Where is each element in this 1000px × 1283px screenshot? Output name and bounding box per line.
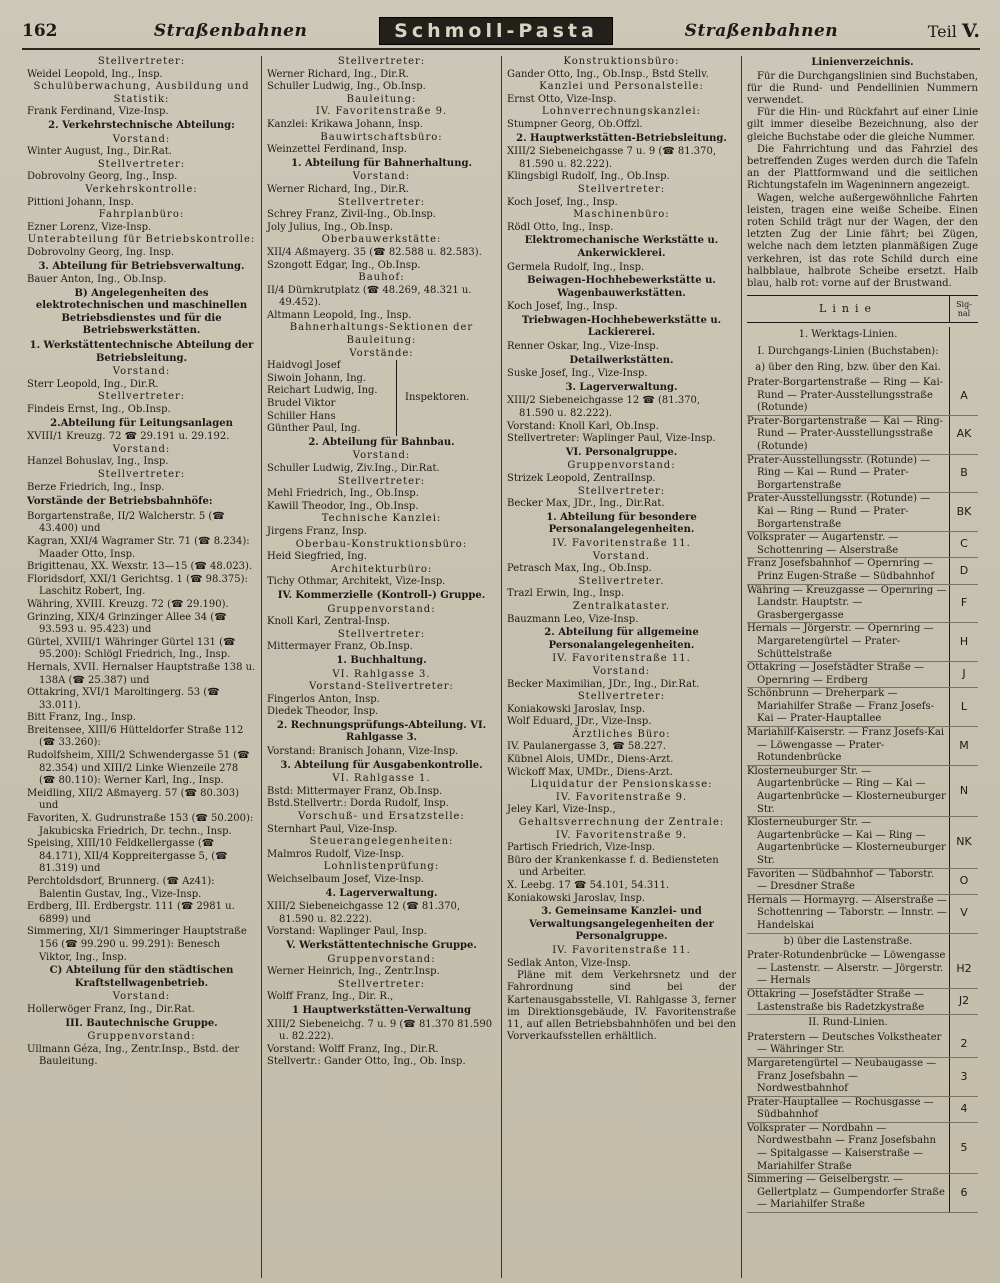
section-heading: IV. Kommerzielle (Kontroll-) Gruppe. xyxy=(277,589,486,601)
sub-heading: Ärztliches Büro: xyxy=(572,728,671,740)
section-heading: 3. Lagerverwaltung. xyxy=(565,381,678,393)
entry: Tichy Othmar, Architekt, Vize-Insp. xyxy=(267,576,446,588)
entry: Werner Heinrich, Ing., Zentr.Insp. xyxy=(267,966,440,978)
entry: Szongott Edgar, Ing., Ob.Insp. xyxy=(267,259,421,271)
inspector-name: Günther Paul, Ing. xyxy=(267,423,361,435)
entry: Diedek Theodor, Insp. xyxy=(267,706,379,718)
section-heading: 1. Abteilung für besondere Personalangelegenheiten. xyxy=(546,511,697,536)
sub-heading: Stellvertreter: xyxy=(577,485,666,497)
sub-heading: Kanzlei und Personalstelle: xyxy=(539,81,704,93)
sub-heading: Bauhof: xyxy=(358,272,405,284)
entry: Favoriten, X. Gudrunstraße 153 (☎ 50.200): Jakubicska Friedrich, Dr. techn., Insp. xyxy=(27,813,254,837)
line-group-heading: 1. Werktags-Linien. xyxy=(747,327,950,344)
entry: Borgartenstraße, II/2 Walcherstr. 5 (☎ 43.400) und xyxy=(27,510,225,535)
line-signal: C xyxy=(949,532,978,557)
entry: Becker Max, JDr., Ing., Dir.Rat. xyxy=(507,498,665,510)
entry: IV. Paulanergasse 3, ☎ 58.227. xyxy=(507,741,667,753)
sub-heading: Stellvertreter: xyxy=(97,56,186,67)
bracket-names xyxy=(267,360,397,436)
entry: Koniakowski Jaroslav, Insp. xyxy=(507,703,646,715)
entry: XIII/2 Siebeneichgasse 7 u. 9 (☎ 81.370, 81.590 u. 82.222). xyxy=(507,146,717,170)
section-heading: Detailwerkstätten. xyxy=(569,354,674,366)
line-signal: 4 xyxy=(949,1097,978,1122)
section-heading: 2. Rechnungsprüfungs-Abteilung. VI. Rahlgasse 3. xyxy=(276,719,487,744)
entry: Bauer Anton, Ing., Ob.Insp. xyxy=(27,274,167,286)
line-row xyxy=(747,377,978,416)
entry: Sternhart Paul, Vize-Insp. xyxy=(267,823,398,835)
line-group-heading: b) über die Lastenstraße. xyxy=(747,934,950,951)
sub-heading: Liquidatur der Pensionskasse: xyxy=(530,779,713,791)
inspector-name: Schiller Hans xyxy=(267,410,336,422)
advert-banner: Schmoll-Pasta xyxy=(379,17,613,45)
entry: Meidling, XII/2 Aßmayerg. 57 (☎ 80.303) und xyxy=(27,787,240,812)
entry: Hernals, XVII. Hernalser Hauptstraße 138 u. 138A (☎ 25.387) und xyxy=(27,661,256,686)
entry: Rödl Otto, Ing., Insp. xyxy=(507,221,614,233)
sub-heading: Stellvertreter: xyxy=(577,183,666,195)
entry: Klingsbigl Rudolf, Ing., Ob.Insp. xyxy=(507,171,670,183)
sub-heading: Technische Kanzlei: xyxy=(321,513,442,525)
entry: Sedlak Anton, Vize-Insp. xyxy=(507,957,631,969)
line-route: Ottakring — Josefstädter Straße — Opernring — Erdberg xyxy=(747,662,925,686)
entry: Wickoff Max, UMDr., Diens-Arzt. xyxy=(507,766,673,778)
entry: Gürtel, XVIII/1 Währinger Gürtel 131 (☎ 95.200): Schlögl Friedrich, Ing., Insp. xyxy=(27,636,236,661)
entry: Stellvertr.: Gander Otto, Ing., Ob. Insp. xyxy=(267,1056,466,1068)
entry: Weidel Leopold, Ing., Insp. xyxy=(27,68,163,80)
entry: Altmann Leopold, Ing., Insp. xyxy=(267,309,412,321)
line-signal: H2 xyxy=(949,950,978,988)
section-heading: 2. Verkehrstechnische Abteilung: xyxy=(48,119,235,131)
entry: X. Leebg. 17 ☎ 54.101, 54.311. xyxy=(507,880,670,891)
entry: Joly Julius, Ing., Ob.Insp. xyxy=(267,221,394,233)
entry: Strizek Leopold, ZentralInsp. xyxy=(507,473,656,484)
line-row xyxy=(747,585,978,624)
line-signal: L xyxy=(949,688,978,726)
line-directory-title: Linienverzeichnis. xyxy=(811,57,914,68)
entry: Rudolfsheim, XIII/2 Schwendergasse 51 (☎ 82.354) und XIII/2 Linke Wienzeile 278 (☎ 80.110): Werner Karl, Ing., Insp. xyxy=(27,750,250,787)
line-signal: 6 xyxy=(949,1174,978,1212)
entry: Suske Josef, Ing., Vize-Insp. xyxy=(507,368,648,380)
entry: Werner Richard, Ing., Dir.R. xyxy=(267,183,409,195)
line-signal: NK xyxy=(949,817,978,867)
entry: Weichselbaum Josef, Vize-Insp. xyxy=(267,874,425,885)
line-signal: 5 xyxy=(949,1123,978,1173)
sub-heading: Oberbau-Konstruktionsbüro: xyxy=(295,538,468,550)
line-row xyxy=(747,1097,978,1123)
entry: Mehl Friedrich, Ing., Ob.Insp. xyxy=(267,488,419,500)
entry: Schuller Ludwig, Ing., Ob.Insp. xyxy=(267,81,426,93)
line-signal: D xyxy=(949,558,978,583)
entry: Koch Josef, Ing., Insp. xyxy=(507,301,618,313)
entry: Bauzmann Leo, Vize-Insp. xyxy=(507,613,639,625)
sub-heading: Gruppenvorstand: xyxy=(327,603,436,615)
entry: Ottakring, XVI/1 Maroltingerg. 53 (☎ 33.011). xyxy=(27,687,220,711)
section-heading: Elektromechanische Werkstätte u. Ankerwicklerei. xyxy=(524,235,719,259)
address-line: IV. Favoritenstraße 9. xyxy=(315,106,448,118)
entry: Simmering, XI/1 Simmeringer Hauptstraße 156 (☎ 99.290 u. 99.291): Benesch Viktor, Ing., Insp. xyxy=(27,926,247,963)
intro-paragraph: Die Fahrrichtung und das Fahrziel des betreffenden Zuges werden durch die Tafeln an der Plattformwand und die seitlichen Richtungstafeln im Wageninnern angezeigt. xyxy=(747,143,978,192)
entry: Hanzel Bohuslav, Ing., Insp. xyxy=(27,456,169,468)
entry: XVIII/1 Kreuzg. 72 ☎ 29.191 u. 29.192. xyxy=(27,431,230,443)
entry: Jirgens Franz, Insp. xyxy=(267,525,367,537)
line-route: Simmering — Geiselbergstr. — Gellertplatz — Gumpendorfer Straße — Mariahilfer Straße xyxy=(747,1174,945,1211)
sub-heading: Bauleitung: xyxy=(346,93,417,105)
sub-heading: Stellvertreter: xyxy=(337,978,426,990)
line-directory-intro xyxy=(747,71,978,291)
line-route: Favoriten — Südbahnhof — Taborstr. — Dresdner Straße xyxy=(747,868,935,893)
entry: Büro der Krankenkasse f. d. Bediensteten und Arbeiter. xyxy=(507,854,719,879)
entry: Werner Richard, Ing., Dir.R. xyxy=(267,68,409,80)
inspector-name: Brudel Viktor xyxy=(267,398,336,410)
column-2 xyxy=(262,56,502,1278)
entry: Winter August, Ing., Dir.Rat. xyxy=(27,146,172,158)
section-heading: Triebwagen-Hochhebewerkstätte u. Lackiererei. xyxy=(521,314,722,339)
line-signal: J2 xyxy=(949,989,978,1014)
entry: Kagran, XXI/4 Wagramer Str. 71 (☎ 8.234): Maader Otto, Insp. xyxy=(27,535,250,560)
sub-heading: Fahrplanbüro: xyxy=(98,209,185,221)
address-line: IV. Favoritenstraße 11. xyxy=(552,537,691,549)
entry: Breitensee, XIII/6 Hütteldorfer Straße 112 (☎ 33.260): xyxy=(27,724,244,749)
entry: Gander Otto, Ing., Ob.Insp., Bstd Stellv. xyxy=(507,68,709,80)
section-heading: 2.Abteilung für Leitungsanlagen xyxy=(50,417,233,429)
section-heading: V. Werkstättentechnische Gruppe. xyxy=(286,939,477,951)
entry: Ullmann Géza, Ing., Zentr.Insp., Bstd. der Bauleitung. xyxy=(27,1043,240,1068)
entry: XII/4 Aßmayerg. 35 (☎ 82.588 u. 82.583). xyxy=(267,246,482,258)
line-row xyxy=(747,416,978,455)
page-number: 162 xyxy=(22,21,58,41)
sub-heading: Gruppenvorstand: xyxy=(87,1031,196,1043)
sub-heading: Konstruktionsbüro: xyxy=(563,56,680,67)
sub-heading: Vorstand: xyxy=(352,450,411,462)
entry: Stellvertreter: Waplinger Paul, Vize-Insp. xyxy=(507,433,716,445)
entry: Hollerwöger Franz, Ing., Dir.Rat. xyxy=(27,1003,195,1015)
line-row xyxy=(747,989,978,1015)
section-heading: 2. Abteilung für Bahnbau. xyxy=(308,436,455,448)
line-column-header: Linie xyxy=(819,301,877,315)
sub-heading: Stellvertreter. xyxy=(578,575,665,587)
line-route: Ottakring — Josefstädter Straße — Lastenstraße bis Radetzkystraße xyxy=(747,988,925,1013)
line-row xyxy=(747,727,978,766)
line-signal: F xyxy=(949,585,978,623)
entry: XIII/2 Siebeneichg. 7 u. 9 (☎ 81.370 81.590 u. 82.222). xyxy=(267,1018,493,1043)
line-signal: B xyxy=(949,455,978,493)
line-signal: J xyxy=(949,662,978,687)
inspector-name: Reichart Ludwig, Ing. xyxy=(267,385,378,397)
line-row xyxy=(747,869,978,895)
section-heading: VI. Personalgruppe. xyxy=(565,446,678,458)
section-title-left: Straßenbahnen xyxy=(153,21,308,41)
sub-heading: Vorstand: xyxy=(112,366,171,378)
page-header xyxy=(22,14,980,50)
entry: Kanzlei: Krikawa Johann, Insp. xyxy=(267,118,423,130)
line-row xyxy=(747,817,978,868)
line-signal: A xyxy=(949,377,978,415)
line-table xyxy=(747,327,978,1213)
line-signal: M xyxy=(949,727,978,765)
part-label xyxy=(910,20,980,42)
line-group-heading: a) über den Ring, bzw. über den Kai. xyxy=(747,360,950,377)
paragraph: Pläne mit dem Verkehrsnetz und der Fahrordnung sind bei der Kartenausgabsstelle, VI. Rahlgasse 3, ferner im Direktionsgebäude, IV. Favoritenstraße 11, auf allen Betriebsbahnhöfen und bei den Vorverkaufsstellen erhältlich. xyxy=(507,970,736,1043)
sub-heading: Stellvertreter: xyxy=(337,196,426,208)
entry: Dobrovolny Georg, Ing., Insp. xyxy=(27,171,178,183)
line-row xyxy=(747,1058,978,1097)
sub-heading: Schulüberwachung, Ausbildung und Statistik: xyxy=(33,81,250,105)
line-row xyxy=(747,662,978,688)
line-route: Franz Josefsbahnhof — Opernring — Prinz Eugen-Straße — Südbahnhof xyxy=(747,558,935,582)
sub-heading: Architekturbüro: xyxy=(330,563,433,575)
sub-heading: Vorschuß- und Ersatzstelle: xyxy=(298,811,465,823)
sub-heading: Oberbauwerkstätte: xyxy=(321,234,442,246)
entry: Schuller Ludwig, Ziv.Ing., Dir.Rat. xyxy=(267,463,440,474)
entry: Ernst Otto, Vize-Insp. xyxy=(507,93,617,105)
sub-heading: Gruppenvorstand: xyxy=(327,953,436,965)
line-row xyxy=(747,766,978,817)
column-4 xyxy=(742,56,980,1278)
section-heading: 2. Hauptwerkstätten-Betriebsleitung. xyxy=(516,132,727,144)
entry: Germela Rudolf, Ing., Insp. xyxy=(507,261,645,273)
sub-heading: Unterabteilung für Betriebskontrolle: xyxy=(27,234,256,246)
entry: II/4 Dürnkrutplatz (☎ 48.269, 48.321 u. 49.452). xyxy=(267,284,472,309)
address-line: VI. Rahlgasse 3. xyxy=(332,668,431,680)
part-number: V. xyxy=(961,20,980,42)
entry: Kübnel Alois, UMDr., Diens-Arzt. xyxy=(507,754,674,766)
line-route: Währing — Kreuzgasse — Opernring — Landstr. Hauptstr. — Grasbergergasse xyxy=(747,584,947,621)
line-route: Klosterneuburger Str. — Augartenbrücke — Ring — Kai — Augartenbrücke — Klosterneuburger Str. xyxy=(747,765,946,815)
entry: Fingerlos Anton, Insp. xyxy=(267,693,380,705)
line-row xyxy=(747,688,978,727)
section-heading: 3. Gemeinsame Kanzlei- und Verwaltungsangelegenheiten der Personalgruppe. xyxy=(529,906,714,943)
entry: Berze Friedrich, Ing., Insp. xyxy=(27,481,165,493)
line-row xyxy=(747,532,978,558)
line-group-heading: II. Rund-Linien. xyxy=(747,1015,950,1032)
sub-heading: Vorstand: xyxy=(112,991,171,1003)
sub-heading: Bahnerhaltungs-Sektionen der Bauleitung: xyxy=(289,322,474,347)
section-heading: 1. Abteilung für Bahnerhaltung. xyxy=(291,157,472,169)
line-signal: H xyxy=(949,623,978,661)
sub-heading: Stellvertreter: xyxy=(97,391,186,403)
section-heading: B) Angelegenheiten des elektrotechnischen und maschinellen Betriebsdienstes und für die Betriebswerkstätten. xyxy=(35,287,248,337)
bracket-label: Inspektoren. xyxy=(405,391,470,403)
address-line: VI. Rahlgasse 1. xyxy=(332,773,431,785)
line-row xyxy=(747,1174,978,1213)
entry: Pittioni Johann, Insp. xyxy=(27,196,134,208)
sub-heading: Verkehrskontrolle: xyxy=(85,183,198,195)
sub-heading: Lohnverrechnungskanzlei: xyxy=(542,106,701,118)
entry: Vorstand: Wolff Franz, Ing., Dir.R. xyxy=(267,1043,439,1055)
sub-heading: Vorstand: xyxy=(112,443,171,455)
entry: Malmros Rudolf, Vize-Insp. xyxy=(267,848,405,860)
signal-column-header: Sig-nal xyxy=(949,296,978,322)
intro-paragraph: Für die Hin- und Rückfahrt auf einer Linie gilt immer dieselbe Bezeichnung, also der gleiche Buchstabe oder die gleiche Nummer. xyxy=(747,107,978,143)
section-heading: III. Bautechnische Gruppe. xyxy=(65,1017,218,1029)
line-route: Prater-Borgartenstraße — Ring — Kai-Rund — Prater-Ausstellungsstraße (Rotunde) xyxy=(747,377,944,414)
line-route: Prater-Ausstellungsstr. (Rotunde) — Ring — Kai — Rund — Prater-Borgartenstraße xyxy=(747,454,931,491)
line-route: Mariahilf-Kaiserstr. — Franz Josefs-Kai — Löwengasse — Prater-Rotundenbrücke xyxy=(747,727,945,764)
sub-heading: Vorstand-Stellvertreter: xyxy=(309,681,454,693)
entry: Heid Siegfried, Ing. xyxy=(267,551,368,563)
entry: XIII/2 Siebeneichgasse 12 (☎ 81.370, 81.590 u. 82.222). xyxy=(267,901,461,925)
sub-heading: Zentralkataster. xyxy=(572,600,671,612)
line-row xyxy=(747,895,978,934)
section-title-right: Straßenbahnen xyxy=(684,21,839,41)
entry: Wolf Eduard, JDr., Vize-Insp. xyxy=(507,716,652,728)
line-signal: 3 xyxy=(949,1058,978,1096)
entry: Weinzettel Ferdinand, Insp. xyxy=(267,144,407,156)
line-route: Praterstern — Deutsches Volkstheater — Währinger Str. xyxy=(747,1031,942,1056)
entry: Petrasch Max, Ing., Ob.Insp. xyxy=(507,563,652,575)
inspector-name: Haidvogl Josef xyxy=(267,360,341,372)
line-signal: AK xyxy=(949,416,978,454)
sub-heading: Stellvertreter: xyxy=(97,158,186,170)
sub-heading: Gruppenvorstand: xyxy=(567,460,676,472)
intro-paragraph: Wagen, welche außergewöhnliche Fahrten leisten, tragen eine weiße Scheibe. Einen roten Schild trägt nur der Wagen, der den letzten Zug der Linie fährt; bei Zügen, welche nach dem letzten planmäßigen Zuge verkehren, ist das rote Schild durch eine halbblaue, halbrote Scheibe ersetzt. Halb blau, halb rot: vorne auf der Brustwand. xyxy=(747,192,978,290)
bracket-group xyxy=(267,360,496,436)
entry: Partisch Friedrich, Vize-Insp. xyxy=(507,842,656,854)
line-signal: N xyxy=(949,766,978,816)
line-signal: BK xyxy=(949,493,978,531)
section-heading: 2. Abteilung für allgemeine Personalangelegenheiten. xyxy=(544,627,699,651)
sub-heading: Maschinenbüro: xyxy=(573,209,670,221)
sub-heading: Steuerangelegenheiten: xyxy=(309,836,454,848)
line-row xyxy=(747,493,978,532)
line-route: Prater-Rotundenbrücke — Löwengasse — Lastenstr. — Alserstr. — Jörgerstr. — Hernals xyxy=(747,950,946,987)
line-row xyxy=(747,1123,978,1174)
sub-heading: Vorstand: xyxy=(352,171,411,183)
intro-paragraph: Für die Durchgangslinien sind Buchstaben, für die Rund- und Pendellinien Nummern verwendet. xyxy=(747,70,978,106)
line-row xyxy=(747,1032,978,1058)
inspector-name: Siwoin Johann, Ing. xyxy=(267,372,367,384)
entry: Vorstand: Knoll Karl, Ob.Insp. xyxy=(507,420,659,432)
line-route: Schönbrunn — Dreherpark — Mariahilfer Straße — Franz Josefs-Kai — Prater-Hauptallee xyxy=(747,688,934,725)
sub-heading: Gehaltsverrechnung der Zentrale: xyxy=(518,817,725,829)
line-group-heading: I. Durchgangs-Linien (Buchstaben): xyxy=(747,344,950,361)
entry: Kawill Theodor, Ing., Ob.Insp. xyxy=(267,500,419,512)
entry: Erdberg, III. Erdbergstr. 111 (☎ 2981 u. 6899) und xyxy=(27,901,235,925)
entry: Becker Maximilian, JDr., Ing., Dir.Rat. xyxy=(507,678,700,690)
line-row xyxy=(747,455,978,494)
entry: Koniakowski Jaroslav, Insp. xyxy=(507,892,646,904)
sub-heading: Vorstände: xyxy=(349,347,414,359)
entry: Schrey Franz, Zivil-Ing., Ob.Insp. xyxy=(267,209,436,221)
line-row xyxy=(747,558,978,584)
sub-heading: Stellvertreter: xyxy=(337,628,426,640)
entry: Bstd: Mittermayer Franz, Ob.Insp. xyxy=(267,785,443,797)
line-row xyxy=(747,950,978,989)
line-route: Klosterneuburger Str. — Augartenbrücke — Kai — Ring — Augartenbrücke — Klosterneuburger Str. xyxy=(747,817,946,866)
line-table-header xyxy=(747,295,978,323)
section-heading: Vorstände der Betriebsbahnhöfe: xyxy=(27,496,213,508)
entry: Vorstand: Waplinger Paul, Insp. xyxy=(267,926,427,938)
entry: Jeley Karl, Vize-Insp., xyxy=(507,804,616,816)
entry: Sterr Leopold, Ing., Dir.R. xyxy=(27,378,159,390)
entry: Währing, XVIII. Kreuzg. 72 (☎ 29.190). xyxy=(27,598,229,610)
address-line: IV. Favoritenstraße 11. xyxy=(552,944,691,956)
line-route: Hernals — Jörgerstr. — Opernring — Margaretengürtel — Prater-Schüttelstraße xyxy=(747,623,934,660)
sub-heading: Bauwirtschaftsbüro: xyxy=(320,131,443,143)
line-signal: V xyxy=(949,895,978,933)
entry: Vorstand: Branisch Johann, Vize-Insp. xyxy=(267,746,459,758)
address-line: IV. Favoritenstraße 11. xyxy=(552,653,691,665)
line-route: Volksprater — Nordbahn — Nordwestbahn — Franz Josefsbahn — Spitalgasse — Kaiserstraße — Mariahilfer Straße xyxy=(747,1122,936,1172)
part-label-text: Teil xyxy=(927,22,957,41)
line-route: Hernals — Hormayrg. — Alserstraße — Schottenring — Taborstr. — Innstr. — Handelskai xyxy=(747,894,947,931)
section-heading: 3. Abteilung für Betriebsverwaltung. xyxy=(38,260,245,272)
column-1 xyxy=(22,56,262,1278)
entry: Grinzing, XIX/4 Grinzinger Allee 34 (☎ 93.593 u. 95.423) und xyxy=(27,611,227,636)
entry: Floridsdorf, XXI/1 Gerichtsg. 1 (☎ 98.375): Laschitz Robert, Ing. xyxy=(27,573,248,598)
sub-heading: Vorstand: xyxy=(592,665,651,677)
entry: Findeis Ernst, Ing., Ob.Insp. xyxy=(27,404,171,416)
line-route: Prater-Ausstellungsstr. (Rotunde) — Kai — Ring — Rund — Prater-Borgartenstraße xyxy=(747,493,931,530)
address-line: IV. Favoritenstraße 9. xyxy=(555,829,688,841)
entry: Stumpner Georg, Ob.Offzl. xyxy=(507,118,643,130)
entry: Speising, XIII/10 Feldkellergasse (☎ 84.171), XII/4 Koppreitergasse 5, (☎ 81.319) und xyxy=(27,838,228,875)
line-route: Volksprater — Augartenstr. — Schottenring — Alserstraße xyxy=(747,532,899,556)
entry: Mittermayer Franz, Ob.Insp. xyxy=(267,641,413,653)
line-signal: O xyxy=(949,869,978,894)
section-heading: 1. Werkstättentechnische Abteilung der Betriebsleitung. xyxy=(29,340,254,364)
sub-heading: Vorstand. xyxy=(592,550,651,562)
sub-heading: Vorstand: xyxy=(112,133,171,145)
entry: Perchtoldsdorf, Brunnerg. (☎ Az41): Balentin Gustav, Ing., Vize-Insp. xyxy=(27,876,215,900)
section-heading: 1. Buchhaltung. xyxy=(336,654,427,666)
section-heading: 3. Abteilung für Ausgabenkontrolle. xyxy=(280,759,483,771)
entry: XIII/2 Siebeneichgasse 12 ☎ (81.370, 81.590 u. 82.222). xyxy=(507,395,701,420)
entry: Brigittenau, XX. Wexstr. 13—15 (☎ 48.023). xyxy=(27,561,253,573)
entry: Renner Oskar, Ing., Vize-Insp. xyxy=(507,341,659,353)
entry: Dobrovolny Georg, Ing. Insp. xyxy=(27,246,175,258)
sub-heading: Stellvertreter: xyxy=(577,691,666,703)
line-route: Margaretengürtel — Neubaugasse — Franz Josefsbahn — Nordwestbahnhof xyxy=(747,1057,937,1095)
sub-heading: Lohnlistenprüfung: xyxy=(323,861,440,873)
column-3 xyxy=(502,56,742,1278)
entry: Frank Ferdinand, Vize-Insp. xyxy=(27,106,169,118)
entry: Koch Josef, Ing., Insp. xyxy=(507,196,618,208)
entry: Knoll Karl, Zentral-Insp. xyxy=(267,616,391,628)
section-heading: C) Abteilung für den städtischen Kraftstellwagenbetrieb. xyxy=(49,965,234,989)
entry: Ezner Lorenz, Vize-Insp. xyxy=(27,221,152,233)
section-heading: 1 Hauptwerkstätten-Verwaltung xyxy=(292,1004,471,1016)
entry: Bstd.Stellvertr.: Dorda Rudolf, Insp. xyxy=(267,798,449,810)
entry: Trazl Erwin, Ing., Insp. xyxy=(507,588,625,600)
line-signal: 2 xyxy=(949,1032,978,1057)
entry: Wolff Franz, Ing., Dir. R., xyxy=(267,991,394,1003)
address-line: IV. Favoritenstraße 9. xyxy=(555,791,688,803)
sub-heading: Stellvertreter: xyxy=(337,475,426,487)
section-heading: 4. Lagerverwaltung. xyxy=(325,887,438,899)
line-route: Prater-Hauptallee — Rochusgasse — Südbahnhof xyxy=(747,1096,934,1121)
line-route: Prater-Borgartenstraße — Kai — Ring-Rund — Prater-Ausstellungsstraße (Rotunde) xyxy=(747,415,944,452)
sub-heading: Stellvertreter: xyxy=(97,469,186,480)
entry: Bitt Franz, Ing., Insp. xyxy=(27,712,136,724)
sub-heading: Stellvertreter: xyxy=(337,56,426,67)
line-row xyxy=(747,623,978,662)
section-heading: Beiwagen-Hochhebewerkstätte u. Wagenbauwerkstätten. xyxy=(527,275,716,299)
